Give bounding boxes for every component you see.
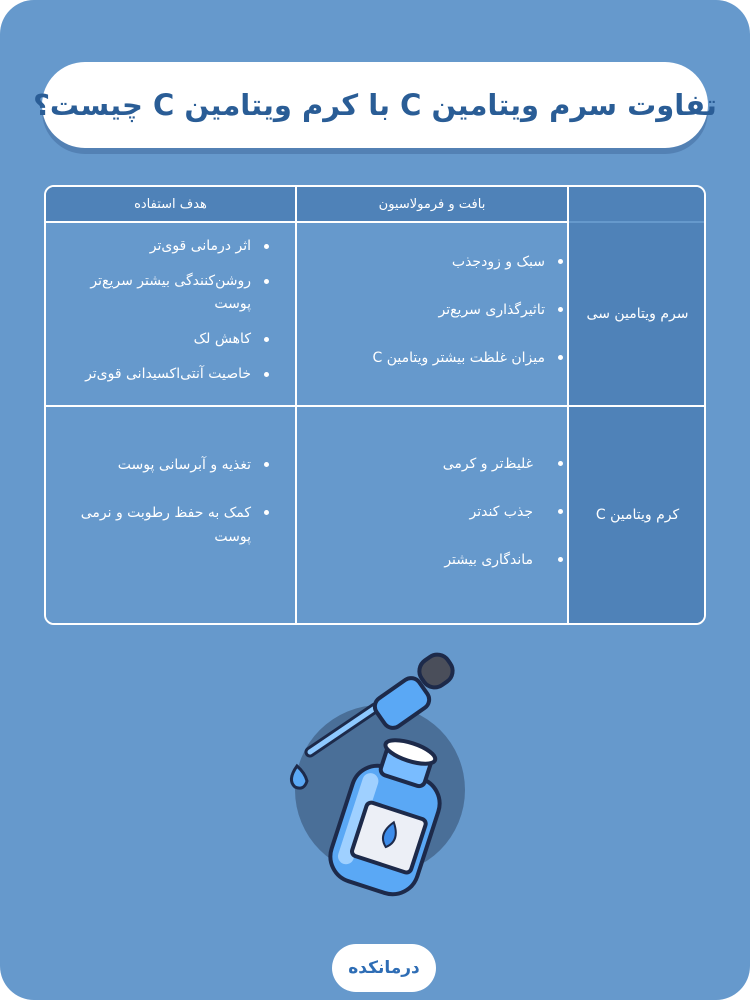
- list-item: کمک به حفظ رطوبت و نرمی پوست: [73, 501, 273, 549]
- title-banner: [33, 62, 717, 148]
- header-texture: [297, 187, 567, 221]
- header-corner: [569, 187, 706, 221]
- divider: [46, 221, 567, 223]
- row1-label-cell: [569, 223, 706, 405]
- list-item: تغذیه و آبرسانی پوست: [73, 453, 273, 477]
- row1-texture-cell: [297, 223, 567, 405]
- header-purpose-label: هدف استفاده: [134, 196, 207, 212]
- list-item: میزان غلظت بیشتر ویتامین C: [322, 346, 567, 370]
- brand-logo: [332, 944, 436, 992]
- list-item: اثر درمانی قوی‌تر: [73, 235, 273, 258]
- page-title: تفاوت سرم ویتامین C با کرم ویتامین C چیست؟: [33, 88, 717, 122]
- row2-purpose-cell: [46, 407, 295, 623]
- row2-texture-cell: [297, 407, 567, 623]
- row1-purpose-cell: [46, 223, 295, 405]
- list-item: کاهش لک: [73, 328, 273, 351]
- row1-purpose-list: [73, 235, 273, 386]
- row2-purpose-list: [73, 453, 273, 549]
- header-texture-label: بافت و فرمولاسیون: [378, 196, 486, 212]
- list-item: روشن‌کنندگی بیشتر سریع‌تر پوست: [73, 270, 273, 316]
- row2-label-cell: [569, 407, 706, 623]
- row1-label: سرم ویتامین سی: [586, 306, 689, 322]
- list-item: ماندگاری بیشتر: [322, 548, 567, 572]
- list-item: تاثیرگذاری سریع‌تر: [322, 298, 567, 322]
- row2-texture-list: [322, 452, 567, 572]
- row1-texture-list: [322, 250, 567, 370]
- list-item: خاصیت آنتی‌اکسیدانی قوی‌تر: [73, 363, 273, 386]
- serum-dropper-bottle-icon: [270, 640, 490, 910]
- list-item: جذب کندتر: [322, 500, 567, 524]
- header-purpose: [46, 187, 295, 221]
- list-item: غلیظ‌تر و کرمی: [322, 452, 567, 476]
- row2-label: کرم ویتامین C: [595, 507, 680, 523]
- brand-logo-text: درمانکده: [348, 958, 420, 978]
- divider: [46, 405, 706, 407]
- list-item: سبک و زودجذب: [322, 250, 567, 274]
- comparison-table: [44, 185, 706, 625]
